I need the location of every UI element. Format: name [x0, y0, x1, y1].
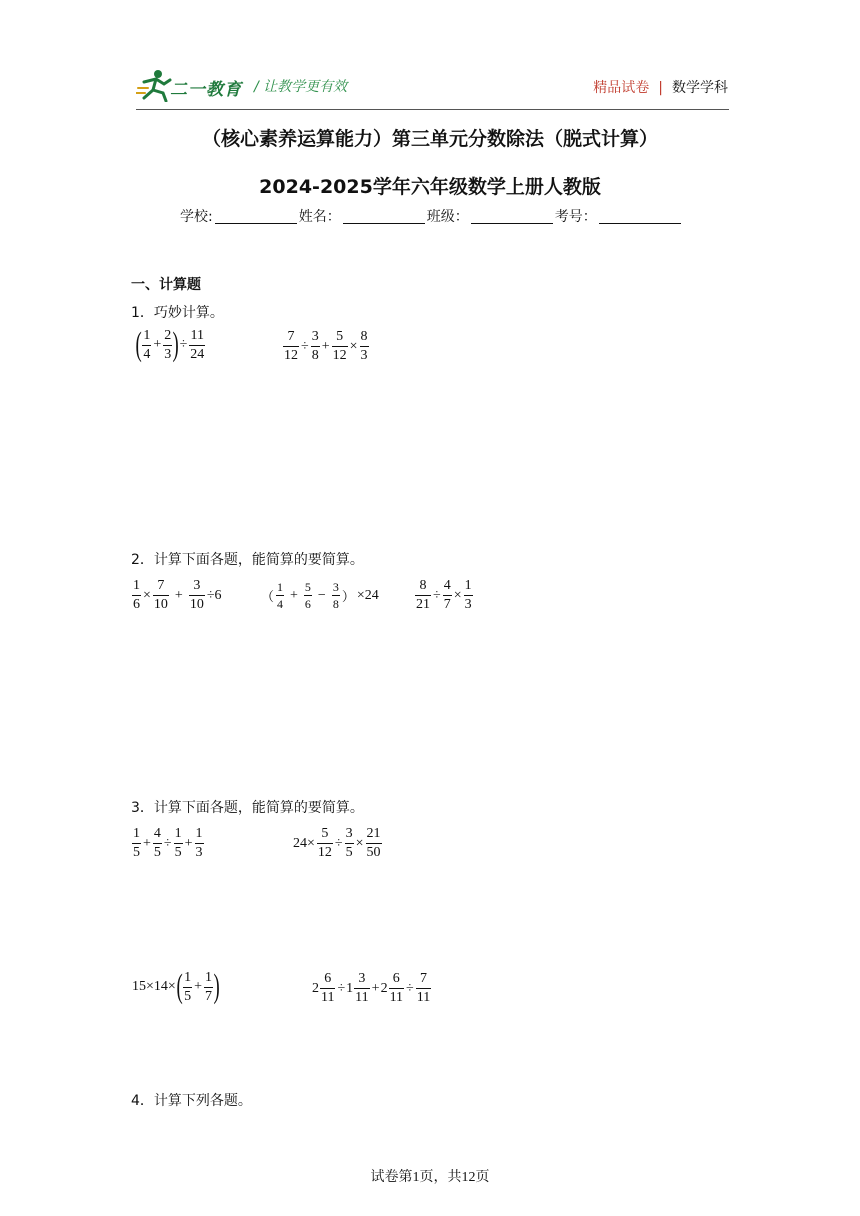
school-field[interactable] [215, 209, 297, 224]
fraction: $\frac{1}{6}$ [133, 578, 140, 612]
fraction: $\frac{7}{10}$ [153, 578, 168, 612]
operator: × [453, 587, 462, 603]
whole-number: 2 [380, 980, 388, 996]
fraction: $\frac{4}{5}$ [153, 826, 161, 860]
operator: × [143, 587, 151, 603]
class-label: 班级： [426, 209, 469, 225]
operator: ÷ [301, 338, 309, 354]
whole-number: 2 [312, 980, 319, 996]
operator: + [184, 835, 193, 851]
class-field[interactable] [471, 209, 553, 224]
header-rule [136, 109, 729, 110]
operator: ÷ [406, 980, 414, 996]
page-footer: 试卷第1页，共12页 [370, 1170, 490, 1185]
header-divider: | [658, 80, 663, 96]
expr-2a [131, 579, 223, 612]
fraction: $\frac{1}{5}$ [174, 826, 182, 860]
fraction: $\frac{1}{4}$ [143, 327, 151, 362]
exam-no-label: 考号： [554, 209, 597, 225]
fraction: $\frac{5}{12}$ [317, 826, 332, 860]
expr-2b [260, 581, 380, 610]
fraction: $\frac{1}{5}$ [184, 969, 192, 1004]
fraction: $\frac{7}{11}$ [416, 971, 431, 1005]
fraction: $\frac{1}{5}$ [133, 826, 140, 860]
operator: ÷ [433, 587, 441, 603]
operator: + [321, 338, 330, 354]
fraction: $\frac{5}{12}$ [332, 329, 347, 363]
operator: + [194, 979, 203, 994]
paren-left: ( [176, 968, 183, 1005]
expr-3c [131, 970, 219, 1004]
operator: ÷ [334, 835, 343, 851]
fraction: $\frac{5}{6}$ [304, 580, 311, 611]
fraction: $\frac{2}{3}$ [164, 327, 172, 362]
operator: + [174, 587, 183, 603]
fraction: $\frac{3}{8}$ [311, 329, 319, 363]
header-tag: 精品试卷 [593, 80, 650, 96]
operator: + [143, 835, 151, 851]
operator: × [355, 835, 364, 851]
question-2: 2．计算下面各题，能简算的要简算。 [131, 552, 364, 568]
operator: + [371, 980, 380, 996]
operator: ÷6 [206, 587, 222, 603]
fraction: $\frac{6}{11}$ [389, 971, 404, 1005]
operator: ×24 [356, 587, 379, 603]
fraction: $\frac{3}{10}$ [189, 578, 204, 612]
slogan: / 让教学更有效 [254, 79, 348, 95]
paren-right: ) [172, 326, 180, 363]
expr-3a [131, 827, 205, 860]
fraction: $\frac{1}{4}$ [277, 580, 284, 611]
expr-3d [312, 972, 432, 1005]
logo-text: 二一教育 [170, 80, 242, 100]
school-label: 学校: [180, 209, 213, 225]
page-subtitle: 2024-2025学年六年级数学上册人教版 [259, 176, 601, 198]
fraction: $\frac{3}{5}$ [345, 826, 353, 860]
whole-number: 1 [346, 980, 354, 996]
header-right [593, 77, 728, 97]
fraction: $\frac{3}{11}$ [355, 971, 369, 1005]
operator: 24× [293, 835, 315, 851]
fraction: $\frac{7}{12}$ [284, 329, 298, 363]
fraction: $\frac{21}{50}$ [366, 826, 381, 860]
operator: + [153, 337, 162, 352]
expr-3b [292, 827, 383, 860]
fraction: $\frac{3}{8}$ [332, 580, 339, 611]
operator: − [317, 587, 326, 603]
fraction: $\frac{4}{7}$ [443, 578, 451, 612]
header-subject: 数学学科 [672, 80, 728, 96]
fraction: $\frac{8}{3}$ [360, 329, 368, 363]
operator: + [290, 587, 298, 603]
fraction: $\frac{1}{7}$ [205, 969, 213, 1004]
question-4: 4．计算下列各题。 [131, 1093, 252, 1109]
fraction: $\frac{8}{21}$ [416, 578, 430, 612]
operator: × [349, 338, 358, 354]
fraction: $\frac{1}{3}$ [464, 578, 472, 612]
question-3: 3．计算下面各题，能简算的要简算。 [131, 800, 364, 816]
page-title: （核心素养运算能力）第三单元分数除法（脱式计算） [201, 128, 658, 150]
name-field[interactable] [343, 209, 425, 224]
expr-1a [136, 328, 206, 362]
paren-right: ) [213, 968, 220, 1005]
question-1: 1．巧妙计算。 [131, 305, 224, 321]
paren-right: ） [341, 589, 355, 604]
operator: 15×14× [132, 979, 176, 994]
name-label: 姓名： [298, 209, 341, 225]
operator: ÷ [337, 980, 346, 996]
paren-left: ( [135, 326, 142, 363]
operator: ÷ [179, 337, 188, 352]
student-info [180, 206, 683, 226]
expr-2c [414, 579, 474, 612]
fraction: $\frac{6}{11}$ [321, 971, 335, 1005]
section-heading: 一、计算题 [131, 277, 201, 293]
fraction: $\frac{1}{3}$ [195, 826, 203, 860]
paren-left: （ [261, 589, 275, 604]
operator: ÷ [163, 835, 172, 851]
fraction: $\frac{11}{24}$ [190, 327, 205, 362]
exam-no-field[interactable] [599, 209, 681, 224]
expr-1b [282, 330, 370, 363]
